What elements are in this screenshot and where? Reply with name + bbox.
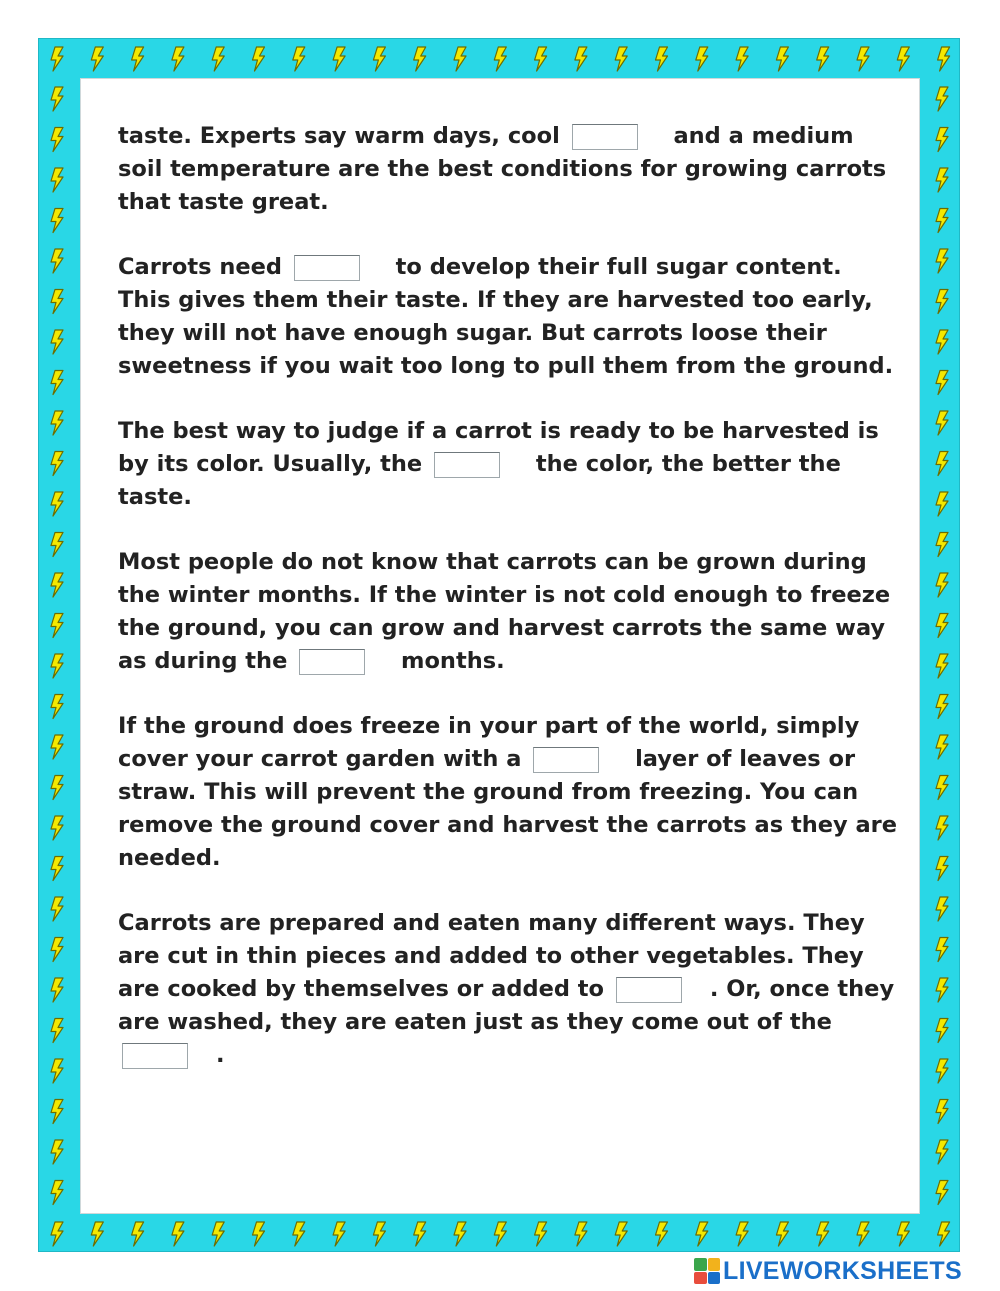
lightning-bolt-icon (897, 47, 909, 71)
lightning-bolt-icon (51, 290, 63, 314)
paragraph-text: taste. Experts say warm days, cool (118, 123, 560, 149)
lightning-bolt-icon (51, 209, 63, 233)
lightning-bolt-icon (936, 897, 948, 921)
lightning-bolt-icon (51, 1140, 63, 1164)
answer-blank-6[interactable] (616, 977, 682, 1003)
paragraph-2 (118, 251, 898, 383)
lightning-bolt-icon (936, 168, 948, 192)
lightning-bolt-icon (51, 492, 63, 516)
lightning-bolt-icon (494, 1222, 506, 1246)
lightning-bolt-icon (936, 411, 948, 435)
paragraph-text: Carrots are prepared and eaten many different ways. They are cut in thin pieces and added to other vegetables. They are cooked by themselves or added to (118, 910, 865, 1002)
lightning-bolt-icon (51, 654, 63, 678)
lightning-bolt-icon (736, 47, 748, 71)
lightning-bolt-icon (212, 1222, 224, 1246)
lightning-bolt-icon (936, 533, 948, 557)
paragraph-1 (118, 120, 898, 219)
lightning-bolt-icon (936, 857, 948, 881)
lightning-bolt-icon (936, 209, 948, 233)
paragraph-3 (118, 415, 898, 514)
lightning-bolt-icon (936, 573, 948, 597)
lightning-bolt-icon (293, 47, 305, 71)
lightning-bolt-icon (51, 411, 63, 435)
lightning-bolt-icon (936, 330, 948, 354)
paragraph-4 (118, 546, 898, 678)
lightning-bolt-icon (776, 47, 788, 71)
lightning-bolt-icon (696, 47, 708, 71)
lightning-bolt-icon (736, 1222, 748, 1246)
lightning-bolt-icon (615, 1222, 627, 1246)
lightning-bolt-icon (936, 695, 948, 719)
paragraph-text: months. (401, 648, 505, 674)
lightning-bolt-icon (936, 654, 948, 678)
lightning-bolt-icon (172, 1222, 184, 1246)
lightning-bolt-icon (373, 47, 385, 71)
lightning-bolt-icon (936, 1140, 948, 1164)
paragraph-text: . Or, once they are washed, they are eaten just as they come out of the (118, 976, 895, 1035)
lightning-bolt-icon (615, 47, 627, 71)
answer-blank-2[interactable] (294, 255, 360, 281)
lightning-bolt-icon (51, 897, 63, 921)
lightning-bolt-icon (51, 87, 63, 111)
paragraph-text: Carrots need (118, 254, 282, 280)
lightning-bolt-icon (51, 573, 63, 597)
lightning-bolt-icon (454, 1222, 466, 1246)
lightning-bolt-icon (936, 1100, 948, 1124)
lightning-bolt-icon (414, 1222, 426, 1246)
paragraph-text: The best way to judge if a carrot is ready to be harvested is by its color. Usually, the (118, 418, 879, 477)
paragraph-text: layer of leaves or straw. This will prevent the ground from freezing. You can remove the ground cover and harvest the carrots as they are needed. (118, 746, 898, 871)
lightning-bolt-icon (51, 168, 63, 192)
lightning-bolt-icon (51, 1181, 63, 1205)
lightning-bolt-icon (132, 47, 144, 71)
lightning-bolt-icon (454, 47, 466, 71)
paragraph-text: If the ground does freeze in your part of the world, simply cover your carrot garden with a (118, 713, 860, 772)
lightning-bolt-icon (936, 816, 948, 840)
brand-name: LIVEWORKSHEETS (723, 1256, 962, 1285)
lightning-bolt-icon (51, 1019, 63, 1043)
lightning-bolt-icon (936, 1059, 948, 1083)
liveworksheets-brand[interactable] (694, 1255, 962, 1287)
answer-blank-7[interactable] (122, 1043, 188, 1069)
lightning-bolt-icon (51, 330, 63, 354)
lightning-bolt-icon (293, 1222, 305, 1246)
lightning-bolt-icon (51, 735, 63, 759)
lightning-bolt-icon (51, 371, 63, 395)
lightning-bolt-icon (535, 1222, 547, 1246)
lightning-bolt-icon (656, 1222, 668, 1246)
paragraph-6 (118, 907, 898, 1072)
answer-blank-3[interactable] (434, 452, 500, 478)
worksheet-content (118, 120, 898, 1104)
lightning-bolt-icon (776, 1222, 788, 1246)
paragraph-text: the color, the better the taste. (118, 451, 841, 510)
answer-blank-4[interactable] (299, 649, 365, 675)
lightning-bolt-icon (936, 978, 948, 1002)
lightning-bolt-icon (656, 47, 668, 71)
lightning-bolt-icon (936, 128, 948, 152)
lightning-bolt-icon (51, 695, 63, 719)
lightning-bolt-icon (817, 1222, 829, 1246)
answer-blank-1[interactable] (572, 124, 638, 150)
lightning-bolt-icon (51, 1100, 63, 1124)
lightning-bolt-icon (172, 47, 184, 71)
lightning-bolt-icon (938, 1222, 950, 1246)
lightning-bolt-icon (51, 249, 63, 273)
lightning-bolt-icon (253, 47, 265, 71)
paragraph-text: . (216, 1042, 225, 1068)
lightning-bolt-icon (51, 816, 63, 840)
paragraph-text: and a medium soil temperature are the best conditions for growing carrots that taste great. (118, 123, 887, 215)
lightning-bolt-icon (51, 1222, 63, 1246)
lightning-bolt-icon (51, 452, 63, 476)
lightning-bolt-icon (333, 1222, 345, 1246)
lightning-bolt-icon (253, 1222, 265, 1246)
lightning-bolt-icon (936, 290, 948, 314)
lightning-bolt-icon (212, 47, 224, 71)
paragraph-5 (118, 710, 898, 875)
lightning-bolt-icon (51, 47, 63, 71)
lightning-bolt-icon (575, 1222, 587, 1246)
lightning-bolt-icon (333, 47, 345, 71)
lightning-bolt-icon (857, 1222, 869, 1246)
lightning-bolt-icon (936, 614, 948, 638)
lightning-bolt-icon (51, 533, 63, 557)
lightning-bolt-icon (51, 857, 63, 881)
lightning-bolt-icon (51, 776, 63, 800)
lightning-bolt-icon (936, 249, 948, 273)
lightning-bolt-icon (936, 735, 948, 759)
lightning-bolt-icon (936, 452, 948, 476)
lightning-bolt-icon (936, 87, 948, 111)
lightning-bolt-icon (494, 47, 506, 71)
lightning-bolt-icon (696, 1222, 708, 1246)
lightning-bolt-icon (91, 1222, 103, 1246)
liveworksheets-logo-icon (694, 1258, 720, 1284)
lightning-bolt-icon (936, 371, 948, 395)
lightning-bolt-icon (535, 47, 547, 71)
lightning-bolt-icon (938, 47, 950, 71)
lightning-bolt-icon (51, 614, 63, 638)
lightning-bolt-icon (575, 47, 587, 71)
lightning-bolt-icon (51, 978, 63, 1002)
lightning-bolt-icon (897, 1222, 909, 1246)
lightning-bolt-icon (51, 1059, 63, 1083)
paragraph-text: to develop their full sugar content. This gives them their taste. If they are harvested too early, they will not have enough sugar. But carrots loose their sweetness if you wait too long to pull them from the ground. (118, 254, 894, 379)
lightning-bolt-icon (132, 1222, 144, 1246)
lightning-bolt-icon (51, 938, 63, 962)
lightning-bolt-icon (817, 47, 829, 71)
paragraph-text: Most people do not know that carrots can be grown during the winter months. If the winter is not cold enough to freeze the ground, you can grow and harvest carrots the same way as during the (118, 549, 891, 674)
lightning-bolt-icon (51, 128, 63, 152)
lightning-bolt-icon (91, 47, 103, 71)
lightning-bolt-icon (936, 938, 948, 962)
lightning-bolt-icon (936, 776, 948, 800)
lightning-bolt-icon (373, 1222, 385, 1246)
lightning-bolt-icon (936, 1019, 948, 1043)
lightning-bolt-icon (936, 492, 948, 516)
lightning-bolt-icon (936, 1181, 948, 1205)
lightning-bolt-icon (414, 47, 426, 71)
lightning-bolt-icon (857, 47, 869, 71)
answer-blank-5[interactable] (533, 747, 599, 773)
